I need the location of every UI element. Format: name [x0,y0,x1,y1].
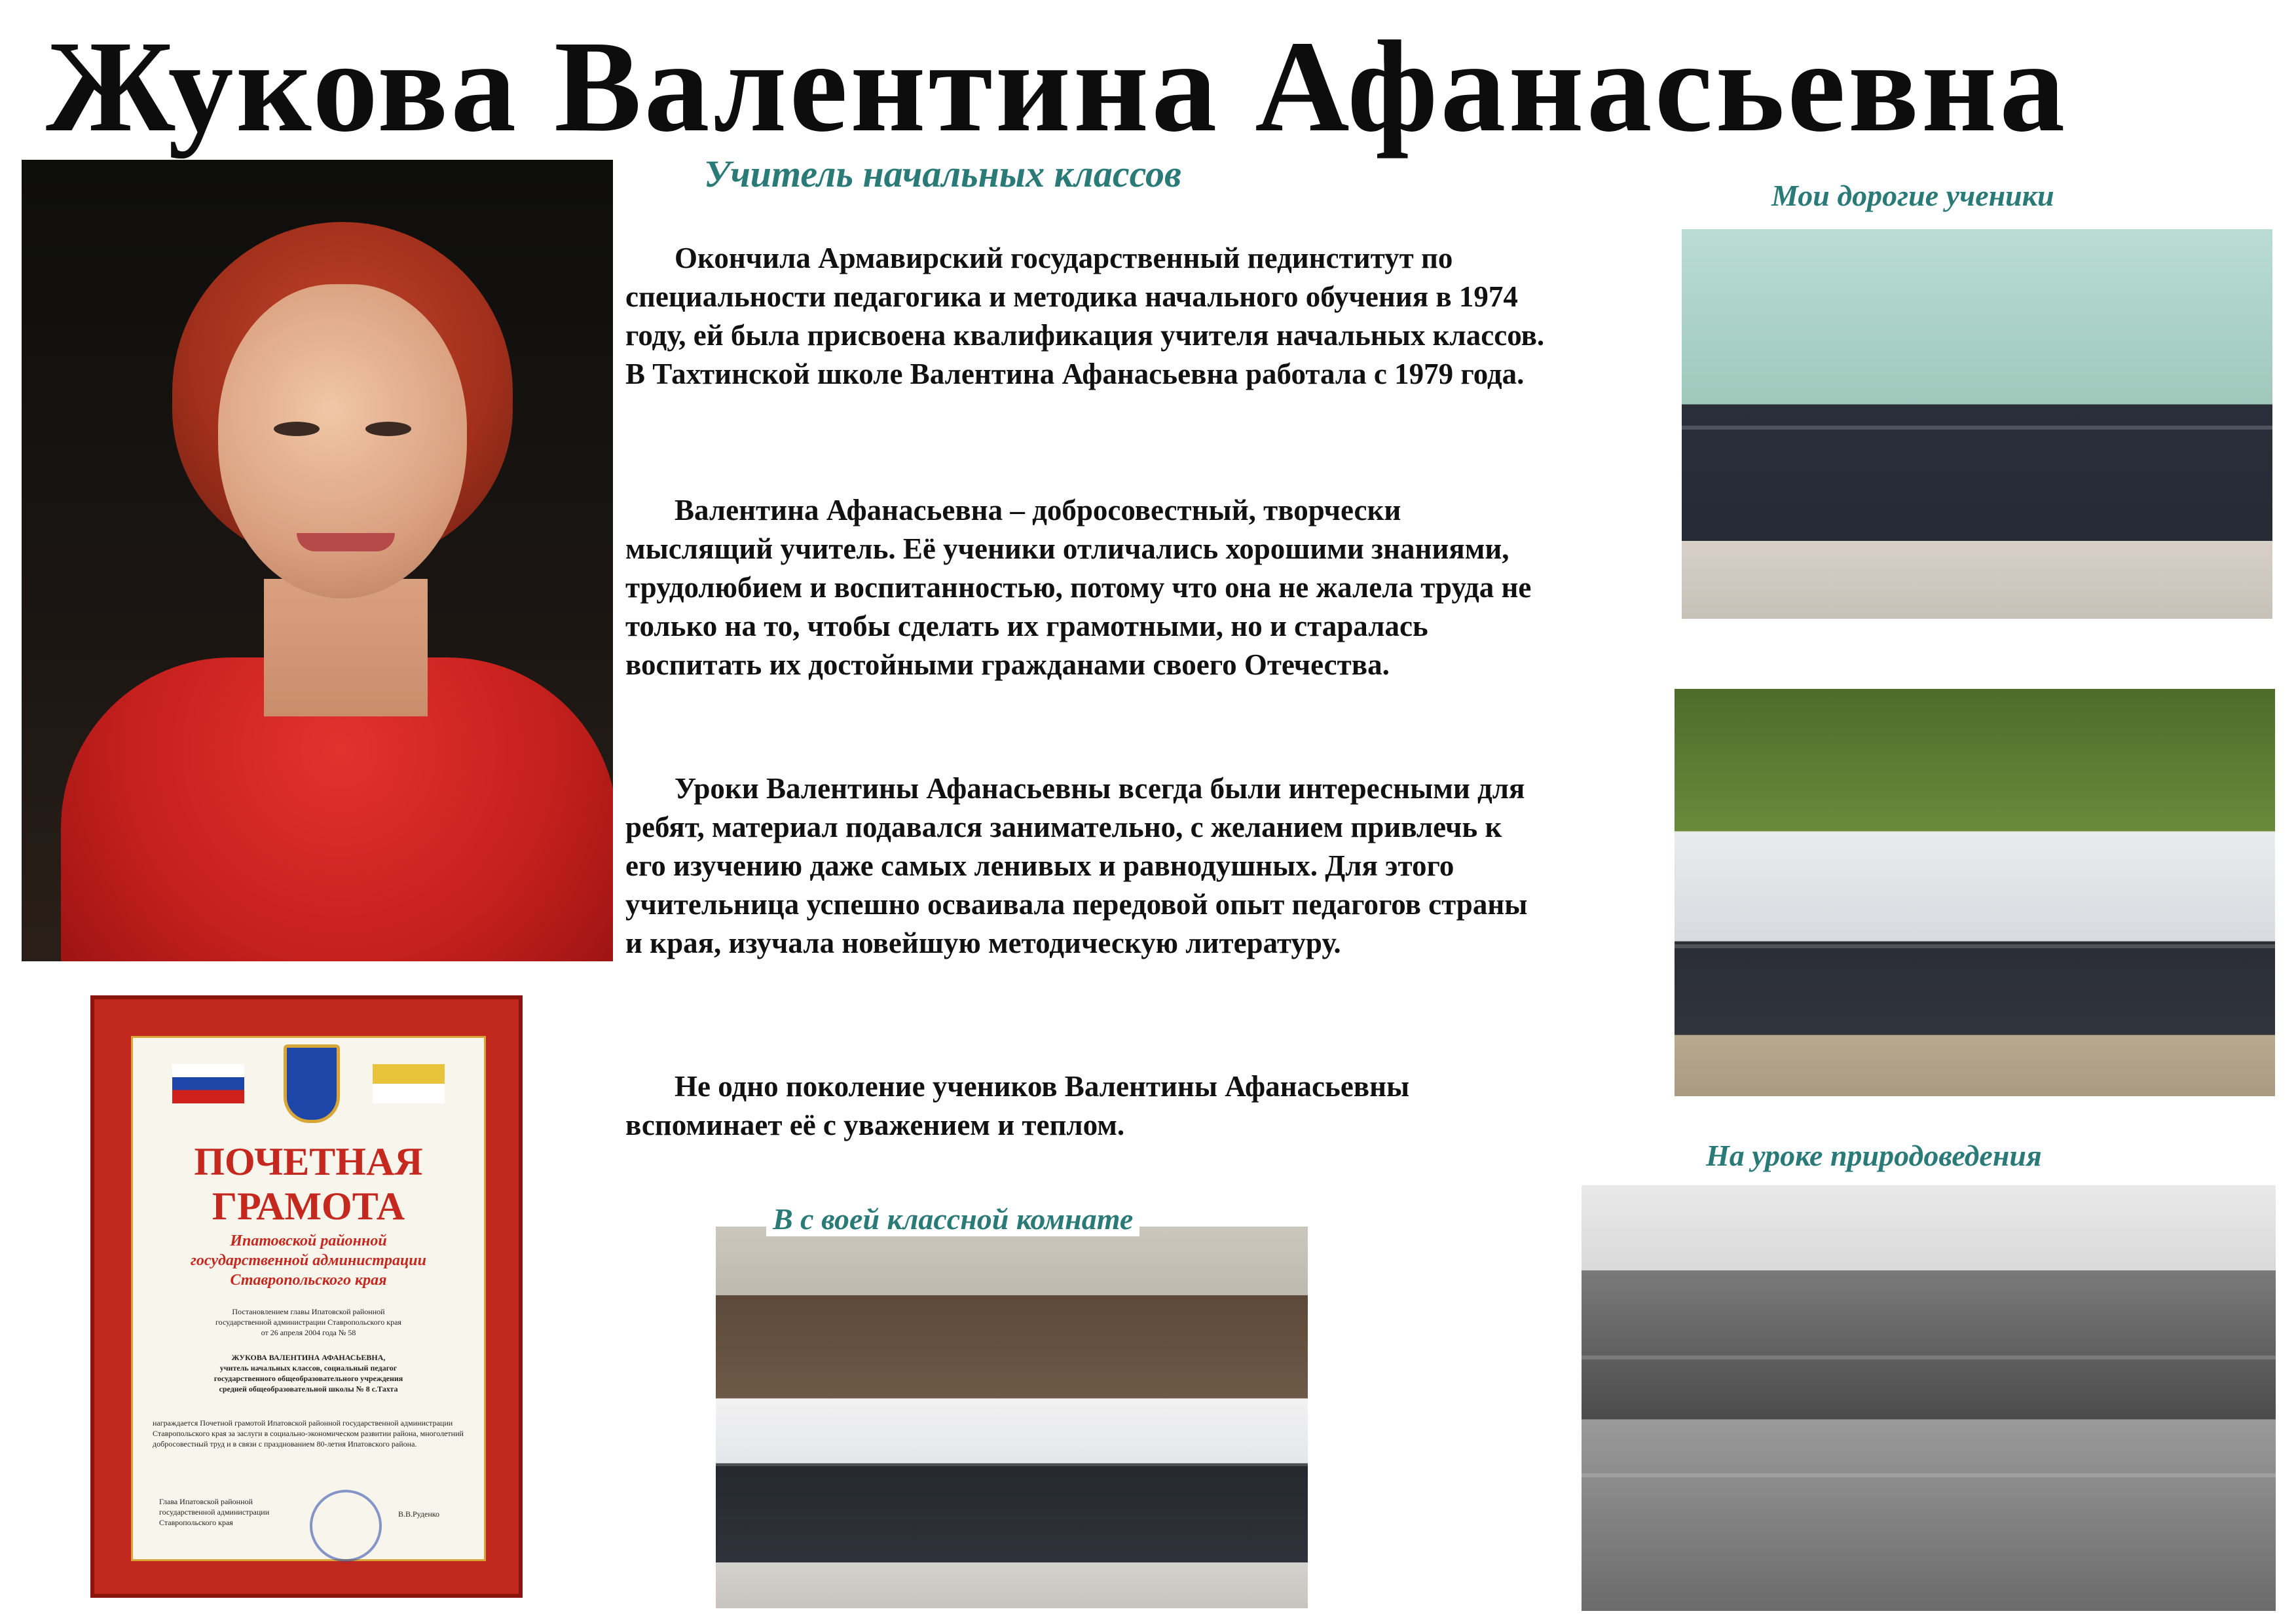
page-title: Жукова Валентина Афанасьевна [46,14,2068,159]
russian-flag-icon [172,1064,244,1103]
honor-diploma [90,995,523,1598]
biography-paragraph-2: Валентина Афанасьевна – добросовестный, творчески мыслящий учитель. Её ученики отличались хорошими знаниями, трудолюбием и воспитанностью, потому что она не жалела труда не только на то, чтобы сделать их грамотными, но и старалась воспитать их достойными гражданами своего Отечества. [625,494,1532,681]
diploma-decree: Постановлением главы Ипатовской районной государственной администрации Ставропольского края от 26 апреля 2004 года № 58 [215,1307,401,1337]
photo-row-line [1582,1473,2276,1477]
students-photo-caption: Мои дорогие ученики [1771,179,2054,212]
biography-paragraph-4: Не одно поколение учеников Валентины Афанасьевны вспоминает её с уважением и теплом. [625,1070,1410,1141]
nature-lesson-caption: На уроке природоведения [1706,1139,2042,1172]
diploma-award-text: награждается Почетной грамотой Ипатовской районной государственной администрации Ставропольского края за заслуги в социально-экономическом развитии района, многолетний добросовестный труд и в связи с празднованием 80-летия Ипатовского района. [153,1418,464,1449]
photo-row-line [1582,1356,2276,1359]
diploma-issuer: Ипатовской районной государственной администрации Ставропольского края [191,1232,426,1289]
official-stamp-icon [310,1490,382,1562]
portrait-mouth [297,533,395,551]
classroom-photo-caption: В с воей классной комнате [766,1202,1139,1236]
position-subtitle: Учитель начальных классов [704,153,1181,195]
diploma-signatory-name: В.В.Руденко [398,1509,439,1519]
students-group-photo [1682,229,2272,619]
portrait-face [218,284,467,599]
biography-paragraph-1: Окончила Армавирский государственный пединститут по специальности педагогика и методика начального обучения в 1974 году, ей была присвоена квалификация учителя начальных классов. В Тахтинской школе Валентина Афанасьевна работала с 1979 года. [625,242,1545,390]
nature-lesson-photo [1582,1185,2276,1611]
diploma-inner-sheet [131,1036,486,1561]
first-graders-outdoor-photo [1675,689,2275,1096]
diploma-recipient: ЖУКОВА ВАЛЕНТИНА АФАНАСЬЕВНА, учитель начальных классов, социальный педагог государственного общеобразовательного учреждения средней общеобразовательной школы № 8 с.Тахта [213,1353,403,1393]
portrait-eye-left [274,422,320,436]
photo-row-line [716,1462,1308,1466]
coat-of-arms-icon [284,1044,340,1123]
classroom-photo [716,1227,1308,1608]
diploma-signatory-title: Глава Ипатовской районной государственной администрации Ставропольского края [159,1497,270,1527]
diploma-title: ПОЧЕТНАЯ ГРАМОТА [194,1140,423,1228]
teacher-portrait-photo [22,160,613,961]
portrait-neck [264,579,428,716]
stavropol-flag-icon [373,1064,445,1103]
photo-row-line [1675,944,2275,948]
photo-row-line [1682,426,2272,430]
biography-paragraph-3: Уроки Валентины Афанасьевны всегда были интересными для ребят, материал подавался занимательно, с желанием привлечь к его изучению даже самых ленивых и равнодушных. Для этого учительница успешно осваивала передовой опыт педагогов страны и края, изучала новейшую методическую литературу. [625,772,1528,959]
portrait-eye-right [365,422,411,436]
